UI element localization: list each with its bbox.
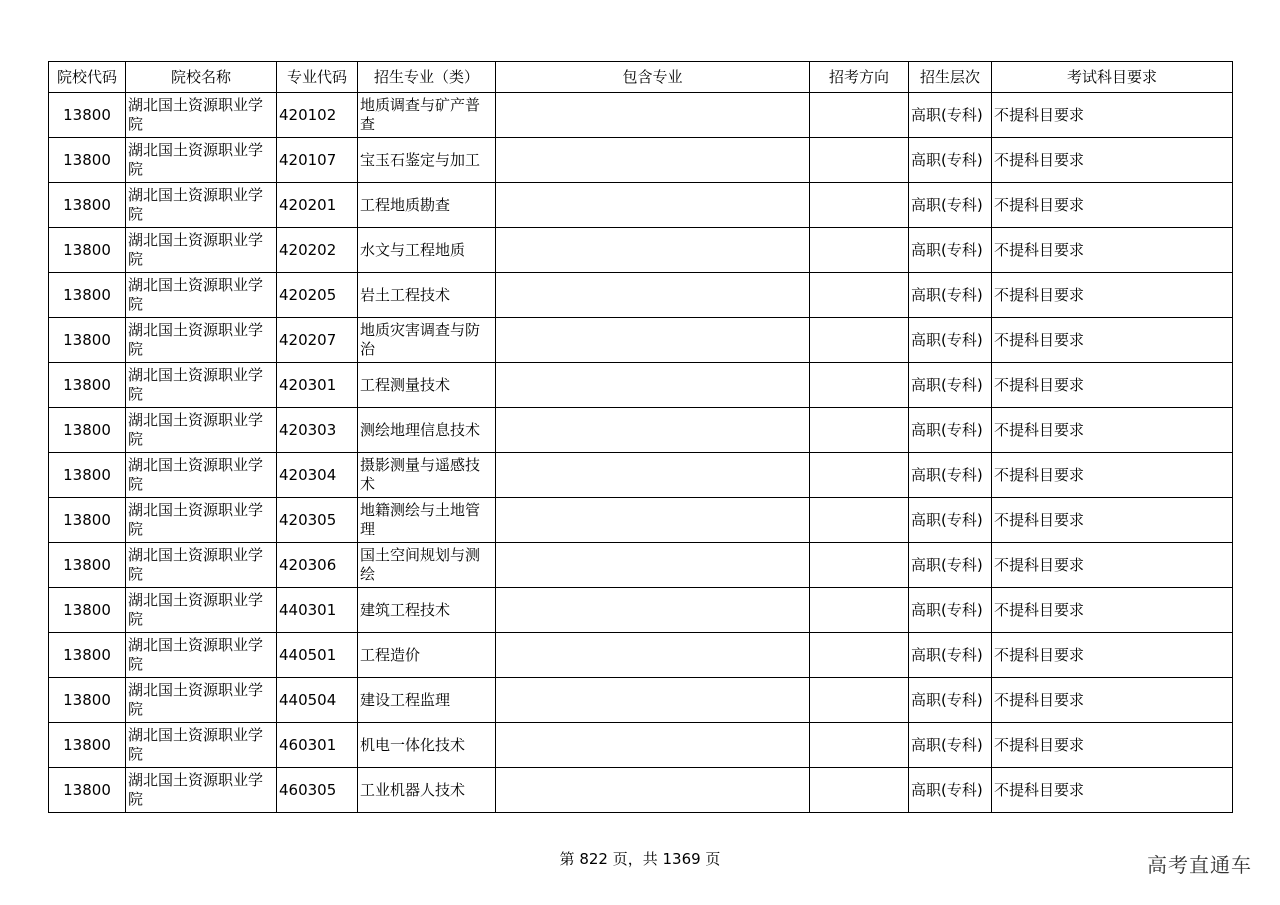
cell-major: 岩土工程技术 <box>358 273 496 318</box>
cell-school-code: 13800 <box>49 678 126 723</box>
cell-major-code: 420107 <box>277 138 358 183</box>
cell-included-majors <box>496 318 810 363</box>
cell-requirement: 不提科目要求 <box>992 273 1233 318</box>
header-major-code: 专业代码 <box>277 62 358 93</box>
cell-school-code: 13800 <box>49 93 126 138</box>
cell-requirement: 不提科目要求 <box>992 768 1233 813</box>
cell-school-name: 湖北国土资源职业学院 <box>126 678 277 723</box>
cell-major: 工程造价 <box>358 633 496 678</box>
cell-direction <box>810 633 909 678</box>
cell-school-name: 湖北国土资源职业学院 <box>126 498 277 543</box>
header-direction: 招考方向 <box>810 62 909 93</box>
cell-school-name: 湖北国土资源职业学院 <box>126 768 277 813</box>
cell-major: 工业机器人技术 <box>358 768 496 813</box>
cell-included-majors <box>496 93 810 138</box>
cell-major: 机电一体化技术 <box>358 723 496 768</box>
cell-requirement: 不提科目要求 <box>992 678 1233 723</box>
cell-school-code: 13800 <box>49 138 126 183</box>
cell-school-name: 湖北国土资源职业学院 <box>126 138 277 183</box>
cell-school-code: 13800 <box>49 318 126 363</box>
cell-school-code: 13800 <box>49 453 126 498</box>
cell-included-majors <box>496 453 810 498</box>
cell-requirement: 不提科目要求 <box>992 183 1233 228</box>
cell-direction <box>810 453 909 498</box>
table-row <box>49 678 1233 723</box>
header-major: 招生专业（类） <box>358 62 496 93</box>
cell-major: 摄影测量与遥感技术 <box>358 453 496 498</box>
cell-school-name: 湖北国土资源职业学院 <box>126 93 277 138</box>
table-body <box>49 93 1233 813</box>
cell-major-code: 420303 <box>277 408 358 453</box>
table-row <box>49 273 1233 318</box>
cell-level: 高职(专科) <box>909 183 992 228</box>
header-school-name: 院校名称 <box>126 62 277 93</box>
cell-major: 国土空间规划与测绘 <box>358 543 496 588</box>
cell-direction <box>810 498 909 543</box>
table-row <box>49 768 1233 813</box>
cell-requirement: 不提科目要求 <box>992 138 1233 183</box>
cell-major-code: 420305 <box>277 498 358 543</box>
cell-included-majors <box>496 183 810 228</box>
cell-included-majors <box>496 363 810 408</box>
cell-school-name: 湖北国土资源职业学院 <box>126 543 277 588</box>
cell-requirement: 不提科目要求 <box>992 93 1233 138</box>
cell-school-code: 13800 <box>49 228 126 273</box>
cell-included-majors <box>496 678 810 723</box>
cell-included-majors <box>496 768 810 813</box>
cell-direction <box>810 768 909 813</box>
cell-school-name: 湖北国土资源职业学院 <box>126 723 277 768</box>
cell-level: 高职(专科) <box>909 273 992 318</box>
cell-included-majors <box>496 498 810 543</box>
cell-major: 测绘地理信息技术 <box>358 408 496 453</box>
header-included-majors: 包含专业 <box>496 62 810 93</box>
cell-direction <box>810 723 909 768</box>
cell-requirement: 不提科目要求 <box>992 318 1233 363</box>
cell-level: 高职(专科) <box>909 543 992 588</box>
table-row <box>49 633 1233 678</box>
cell-requirement: 不提科目要求 <box>992 588 1233 633</box>
cell-included-majors <box>496 588 810 633</box>
cell-direction <box>810 408 909 453</box>
cell-major-code: 420205 <box>277 273 358 318</box>
cell-level: 高职(专科) <box>909 228 992 273</box>
table-row <box>49 723 1233 768</box>
cell-major-code: 420202 <box>277 228 358 273</box>
cell-major: 宝玉石鉴定与加工 <box>358 138 496 183</box>
cell-direction <box>810 138 909 183</box>
cell-major-code: 420306 <box>277 543 358 588</box>
header-row <box>49 62 1233 93</box>
table-row <box>49 183 1233 228</box>
cell-major-code: 420201 <box>277 183 358 228</box>
table-row <box>49 318 1233 363</box>
cell-school-code: 13800 <box>49 408 126 453</box>
cell-major: 工程地质勘查 <box>358 183 496 228</box>
cell-requirement: 不提科目要求 <box>992 453 1233 498</box>
cell-direction <box>810 678 909 723</box>
table-row <box>49 93 1233 138</box>
table-row <box>49 408 1233 453</box>
cell-level: 高职(专科) <box>909 408 992 453</box>
cell-level: 高职(专科) <box>909 633 992 678</box>
cell-direction <box>810 543 909 588</box>
cell-included-majors <box>496 723 810 768</box>
cell-requirement: 不提科目要求 <box>992 543 1233 588</box>
cell-major-code: 460301 <box>277 723 358 768</box>
cell-school-name: 湖北国土资源职业学院 <box>126 318 277 363</box>
cell-included-majors <box>496 543 810 588</box>
cell-major-code: 420304 <box>277 453 358 498</box>
cell-direction <box>810 588 909 633</box>
cell-included-majors <box>496 408 810 453</box>
cell-school-name: 湖北国土资源职业学院 <box>126 588 277 633</box>
cell-school-code: 13800 <box>49 723 126 768</box>
cell-direction <box>810 273 909 318</box>
cell-major: 建筑工程技术 <box>358 588 496 633</box>
cell-level: 高职(专科) <box>909 363 992 408</box>
cell-level: 高职(专科) <box>909 318 992 363</box>
page-number: 第 822 页，共 1369 页 <box>559 850 721 868</box>
cell-school-code: 13800 <box>49 543 126 588</box>
watermark: 高考直通车 <box>1147 853 1252 877</box>
cell-major-code: 420102 <box>277 93 358 138</box>
header-school-code: 院校代码 <box>49 62 126 93</box>
cell-included-majors <box>496 273 810 318</box>
cell-direction <box>810 183 909 228</box>
cell-included-majors <box>496 138 810 183</box>
cell-school-name: 湖北国土资源职业学院 <box>126 453 277 498</box>
cell-requirement: 不提科目要求 <box>992 633 1233 678</box>
cell-school-code: 13800 <box>49 633 126 678</box>
cell-level: 高职(专科) <box>909 723 992 768</box>
cell-major-code: 440501 <box>277 633 358 678</box>
table-row <box>49 138 1233 183</box>
cell-major: 地籍测绘与土地管理 <box>358 498 496 543</box>
cell-requirement: 不提科目要求 <box>992 363 1233 408</box>
admissions-table <box>48 61 1233 813</box>
cell-school-name: 湖北国土资源职业学院 <box>126 183 277 228</box>
cell-school-name: 湖北国土资源职业学院 <box>126 408 277 453</box>
cell-level: 高职(专科) <box>909 453 992 498</box>
cell-school-code: 13800 <box>49 498 126 543</box>
cell-requirement: 不提科目要求 <box>992 498 1233 543</box>
cell-school-name: 湖北国土资源职业学院 <box>126 633 277 678</box>
table-row <box>49 453 1233 498</box>
cell-school-name: 湖北国土资源职业学院 <box>126 363 277 408</box>
cell-school-code: 13800 <box>49 588 126 633</box>
cell-level: 高职(专科) <box>909 498 992 543</box>
cell-level: 高职(专科) <box>909 93 992 138</box>
cell-school-name: 湖北国土资源职业学院 <box>126 273 277 318</box>
cell-major: 地质调查与矿产普查 <box>358 93 496 138</box>
header-level: 招生层次 <box>909 62 992 93</box>
cell-major: 地质灾害调查与防治 <box>358 318 496 363</box>
table-row <box>49 543 1233 588</box>
cell-level: 高职(专科) <box>909 138 992 183</box>
cell-included-majors <box>496 633 810 678</box>
cell-major-code: 420207 <box>277 318 358 363</box>
header-requirement: 考试科目要求 <box>992 62 1233 93</box>
cell-major-code: 460305 <box>277 768 358 813</box>
cell-direction <box>810 318 909 363</box>
cell-school-code: 13800 <box>49 768 126 813</box>
cell-direction <box>810 93 909 138</box>
cell-school-code: 13800 <box>49 183 126 228</box>
cell-requirement: 不提科目要求 <box>992 228 1233 273</box>
cell-major-code: 420301 <box>277 363 358 408</box>
cell-level: 高职(专科) <box>909 678 992 723</box>
cell-level: 高职(专科) <box>909 588 992 633</box>
cell-major: 水文与工程地质 <box>358 228 496 273</box>
cell-major: 建设工程监理 <box>358 678 496 723</box>
table-row <box>49 498 1233 543</box>
table-row <box>49 363 1233 408</box>
cell-school-code: 13800 <box>49 273 126 318</box>
cell-major-code: 440301 <box>277 588 358 633</box>
cell-direction <box>810 228 909 273</box>
table-row <box>49 588 1233 633</box>
cell-included-majors <box>496 228 810 273</box>
cell-major-code: 440504 <box>277 678 358 723</box>
cell-major: 工程测量技术 <box>358 363 496 408</box>
cell-school-code: 13800 <box>49 363 126 408</box>
cell-school-name: 湖北国土资源职业学院 <box>126 228 277 273</box>
table-row <box>49 228 1233 273</box>
cell-level: 高职(专科) <box>909 768 992 813</box>
cell-direction <box>810 363 909 408</box>
cell-requirement: 不提科目要求 <box>992 723 1233 768</box>
cell-requirement: 不提科目要求 <box>992 408 1233 453</box>
